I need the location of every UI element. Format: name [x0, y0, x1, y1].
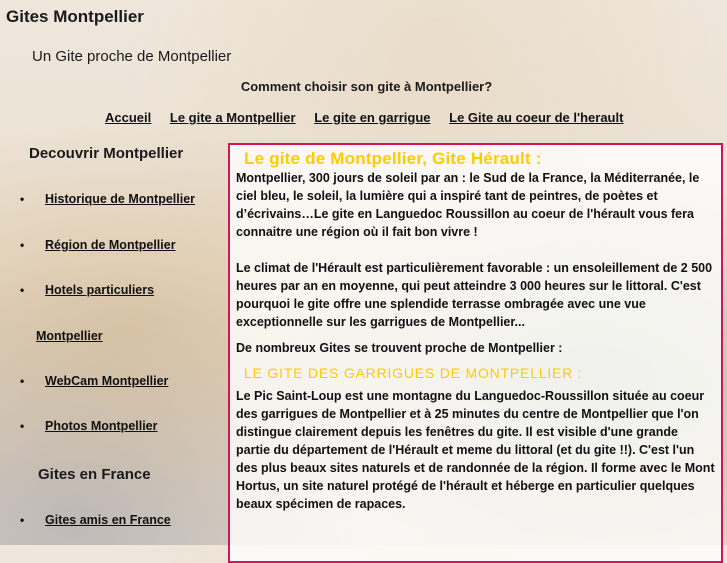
sidebar-heading-discover: Decouvrir Montpellier — [29, 145, 184, 162]
sidebar-heading-france: Gites en France — [38, 466, 151, 483]
sidebar-item-historique — [20, 192, 195, 206]
section-heading-garrigues: LE GITE DES GARRIGUES DE MONTPELLIER : — [244, 365, 583, 381]
bullet-icon: • — [20, 283, 25, 297]
sidebar-item-gites-amis — [20, 513, 171, 527]
sidebar-item-region — [20, 238, 176, 252]
sidebar-link-region[interactable]: Région de Montpellier — [45, 238, 176, 252]
sidebar-item-montpellier — [36, 329, 103, 343]
climate-paragraph: Le climat de l'Hérault est particulièrement favorable : un ensoleillement de 2 500 heures par an en moyenne, qui peut atteindre 3 000 heures sur le littoral. C'est pourquoi le gite offre une splendide terrasse ombragée avec une vue exceptionnelle sur les garrigues de Montpellier... — [236, 261, 713, 329]
sidebar-link-montpellier[interactable]: Montpellier — [36, 329, 103, 343]
sidebar-link-gites-amis[interactable]: Gites amis en France — [45, 513, 171, 527]
main-content — [228, 143, 723, 563]
bullet-icon: • — [20, 513, 25, 527]
top-navigation — [105, 110, 638, 125]
page-tagline: Comment choisir son gite à Montpellier? — [240, 79, 493, 94]
pic-saint-loup-paragraph: Le Pic Saint-Loup est une montagne du Languedoc-Roussillon située au coeur des garrigues de Montpellier et à 25 minutes du centre de Montpellier que l'on distingue clairement depuis les fenêtres du gite. Il est visible d'une grande partie du département de l'Hérault et meme du littoral (et du gite !!). C'est l'un des plus beaux sites naturels et de randonnée de la région. Il forme avec le Mont Hortus, un site naturel protégé de l'hérault et héberge en particulier quelques beaux spécimen de rapaces. — [236, 389, 715, 511]
gites-paragraph: De nombreux Gites se trouvent proche de Montpellier : — [236, 341, 563, 355]
intro-paragraph: Montpellier, 300 jours de soleil par an : le Sud de la France, la Méditerranée, le ciel bleu, le soleil, la lumière qui a inspiré tant de peintres, de poètes et d’écrivains…Le gite en Languedoc Roussillon au coeur de l'hérault vous fera connaitre une région où il fait bon vivre ! — [236, 171, 700, 239]
sidebar-item-webcam — [20, 374, 168, 388]
sidebar-item-photos — [20, 419, 158, 433]
bullet-icon: • — [20, 192, 25, 206]
sidebar-item-hotels — [20, 283, 154, 297]
bullet-icon: • — [20, 238, 25, 252]
page-subtitle: Un Gite proche de Montpellier — [32, 48, 232, 65]
bullet-icon: • — [20, 419, 25, 433]
nav-link-gite-montpellier[interactable]: Le gite a Montpellier — [169, 110, 296, 125]
bullet-icon: • — [20, 374, 25, 388]
sidebar-link-webcam[interactable]: WebCam Montpellier — [45, 374, 169, 388]
sidebar-link-historique[interactable]: Historique de Montpellier — [45, 192, 196, 206]
site-title: Gites Montpellier — [6, 7, 144, 26]
content-heading: Le gite de Montpellier, Gite Hérault : — [244, 149, 542, 168]
nav-link-gite-garrigue[interactable]: Le gite en garrigue — [314, 110, 431, 125]
nav-link-gite-herault[interactable]: Le Gite au coeur de l'herault — [449, 110, 624, 125]
sidebar-link-hotels[interactable]: Hotels particuliers — [45, 283, 155, 297]
nav-link-accueil[interactable]: Accueil — [105, 110, 152, 125]
sidebar-link-photos[interactable]: Photos Montpellier — [45, 419, 158, 433]
